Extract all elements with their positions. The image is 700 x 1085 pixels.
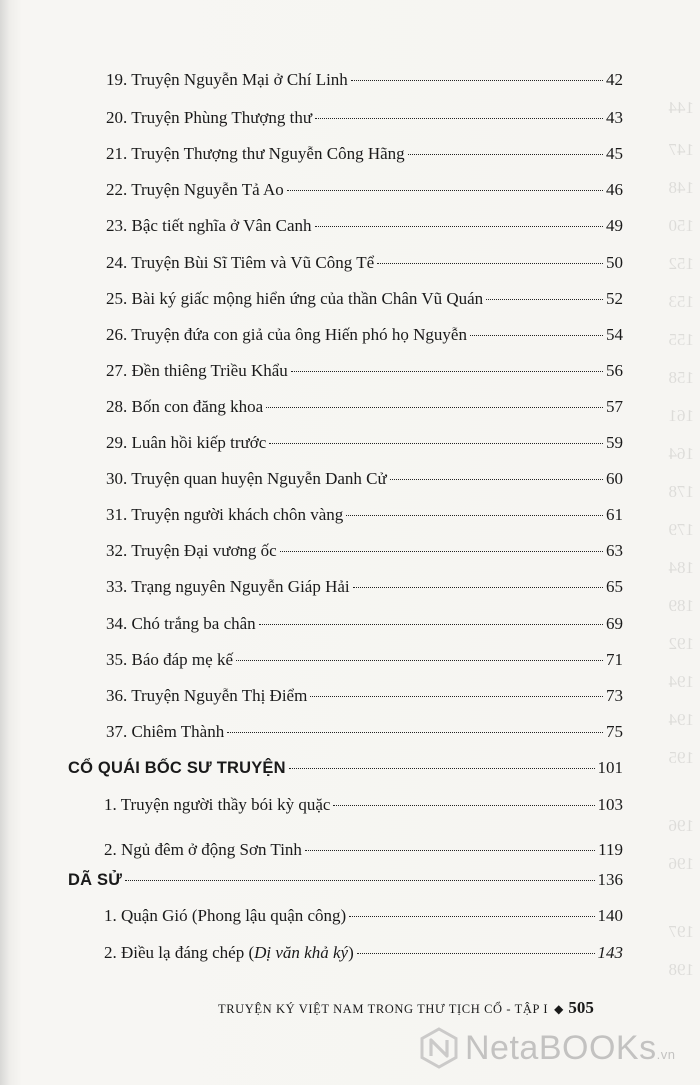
toc-entry-title: 24. Truyện Bùi Sĩ Tiêm và Vũ Công Tể [106, 253, 375, 272]
toc-entry-title: 30. Truyện quan huyện Nguyễn Danh Cử [106, 469, 387, 488]
toc-entry-page: 75 [606, 722, 623, 741]
watermark-suffix: .vn [656, 1046, 676, 1062]
title-suffix: ) [348, 943, 354, 962]
watermark-brand: NetaBOOKs [465, 1028, 657, 1067]
toc-entry-page: 60 [606, 469, 623, 488]
toc-entry-title: 37. Chiêm Thành [106, 722, 225, 741]
dot-leader [353, 587, 603, 588]
toc-entry-page: 43 [606, 108, 623, 127]
running-title: TRUYỆN KÝ VIỆT NAM TRONG THƯ TỊCH CỔ - TẬP I [218, 1002, 549, 1016]
dot-leader [280, 551, 603, 552]
toc-entry-page: 56 [606, 361, 623, 380]
toc-entry-page: 140 [597, 906, 623, 925]
toc-entry-page: 73 [606, 686, 623, 705]
toc-entry-page: 57 [606, 397, 623, 416]
dot-leader [266, 407, 603, 408]
toc-entry-title: 1. Truyện người thầy bói kỳ quặc [104, 795, 331, 814]
dot-leader [470, 335, 603, 336]
dot-leader [236, 660, 603, 661]
toc-section-page: 101 [597, 758, 623, 777]
toc-entry-title: 33. Trạng nguyên Nguyễn Giáp Hải [106, 577, 350, 596]
toc-entry-page: 65 [606, 577, 623, 596]
toc-entry-page: 59 [606, 433, 623, 452]
toc-entry-title: 20. Truyện Phùng Thượng thư [106, 108, 313, 127]
dot-leader [351, 80, 603, 81]
toc-entry[interactable] [0, 722, 700, 752]
toc-entry[interactable] [0, 650, 700, 680]
toc-entry-title: 28. Bốn con đăng khoa [106, 397, 264, 416]
toc-entry-title: 19. Truyện Nguyễn Mại ở Chí Linh [106, 70, 348, 89]
toc-entry[interactable] [0, 397, 700, 427]
dot-leader [289, 768, 595, 769]
toc-entry-title: 34. Chó trắng ba chân [106, 614, 256, 633]
title-prefix: 2. Điều lạ đáng chép ( [104, 943, 255, 962]
toc-entry-title: 26. Truyện đứa con giả của ông Hiến phó họ Nguyễn [106, 325, 467, 344]
dot-leader [486, 299, 603, 300]
toc-entry-page: 49 [606, 216, 623, 235]
netabooks-logo-icon [417, 1026, 461, 1070]
dot-leader [310, 696, 603, 697]
dot-leader [357, 953, 595, 954]
dot-leader [315, 226, 603, 227]
toc-entry[interactable] [0, 216, 700, 246]
running-footer [218, 998, 594, 1018]
toc-entry-page: 63 [606, 541, 623, 560]
dot-leader [259, 624, 603, 625]
dot-leader [125, 880, 594, 881]
toc-entry[interactable] [0, 144, 700, 174]
title-italic: Dị văn khả ký [254, 943, 349, 962]
toc-entry-title: 36. Truyện Nguyễn Thị Điểm [106, 686, 308, 705]
toc-entry[interactable] [0, 361, 700, 391]
toc-entry-page: 50 [606, 253, 623, 272]
dot-leader [377, 263, 603, 264]
toc-entry-page: 52 [606, 289, 623, 308]
toc-entry[interactable] [0, 433, 700, 463]
toc-entry-page: 69 [606, 614, 623, 633]
dot-leader [346, 515, 603, 516]
toc-entry[interactable] [0, 943, 700, 973]
toc-entry-title: 22. Truyện Nguyễn Tả Ao [106, 180, 284, 199]
toc-entry-title: 1. Quận Gió (Phong lậu quận công) [104, 906, 347, 925]
toc-entry-title [104, 943, 354, 963]
toc-entry-title: 25. Bài ký giấc mộng hiển ứng của thần Chân Vũ Quán [106, 289, 484, 308]
toc-section-title: CỔ QUÁI BỐC SƯ TRUYỆN [68, 759, 286, 777]
toc-entry-title: 31. Truyện người khách chôn vàng [106, 505, 344, 524]
watermark-text [465, 1029, 675, 1068]
toc-entry-page: 54 [606, 325, 623, 344]
toc-entry-title: 23. Bậc tiết nghĩa ở Vân Canh [106, 216, 312, 235]
dot-leader [390, 479, 603, 480]
toc-entry-page: 103 [597, 795, 623, 814]
toc-entry[interactable] [0, 795, 700, 825]
dot-leader [305, 850, 595, 851]
toc-entry[interactable] [0, 614, 700, 644]
toc-entry-title: 21. Truyện Thượng thư Nguyễn Công Hãng [106, 144, 405, 163]
dot-leader [291, 371, 603, 372]
diamond-icon: ◆ [554, 1002, 564, 1016]
dot-leader [269, 443, 603, 444]
watermark [417, 1026, 675, 1070]
bleed-through-text: 144 147 148 150 152 153 155 158 161 164 178 179 184 189 192 194 194 195 196 196 197 198 [668, 98, 694, 979]
page-number: 505 [568, 998, 594, 1017]
toc-section-heading[interactable] [0, 758, 700, 788]
toc-entry-page: 61 [606, 505, 623, 524]
toc-entry[interactable] [0, 840, 700, 870]
dot-leader [287, 190, 603, 191]
toc-entry[interactable] [0, 577, 700, 607]
toc-entry-page: 46 [606, 180, 623, 199]
dot-leader [349, 916, 594, 917]
toc-entry[interactable] [0, 70, 700, 100]
toc-entry[interactable] [0, 505, 700, 535]
toc-entry-title: 27. Đền thiêng Triều Khẩu [106, 361, 288, 380]
toc-entry-page: 45 [606, 144, 623, 163]
toc-entry-title: 29. Luân hồi kiếp trước [106, 433, 267, 452]
toc-entry-title: 2. Ngủ đêm ở động Sơn Tinh [104, 840, 302, 859]
toc-entry[interactable] [0, 108, 700, 138]
toc-entry[interactable] [0, 289, 700, 319]
toc-entry-page: 119 [598, 840, 623, 859]
dot-leader [333, 805, 594, 806]
toc-entry-page: 71 [606, 650, 623, 669]
toc-section-title: DÃ SỬ [68, 871, 123, 889]
toc-entry-page: 143 [597, 943, 623, 962]
toc-entry[interactable] [0, 686, 700, 716]
dot-leader [227, 732, 603, 733]
toc-section-page: 136 [597, 870, 623, 889]
toc-entry-page: 42 [606, 70, 623, 89]
toc-entry[interactable] [0, 906, 700, 936]
toc-entry[interactable] [0, 253, 700, 283]
toc-entry[interactable] [0, 469, 700, 499]
toc-entry-title: 35. Báo đáp mẹ kế [106, 650, 233, 669]
toc-entry[interactable] [0, 325, 700, 355]
dot-leader [408, 154, 603, 155]
toc-entry[interactable] [0, 180, 700, 210]
toc-section-heading[interactable] [0, 870, 700, 900]
toc-entry-title: 32. Truyện Đại vương ốc [106, 541, 277, 560]
dot-leader [315, 118, 603, 119]
toc-entry[interactable] [0, 541, 700, 571]
